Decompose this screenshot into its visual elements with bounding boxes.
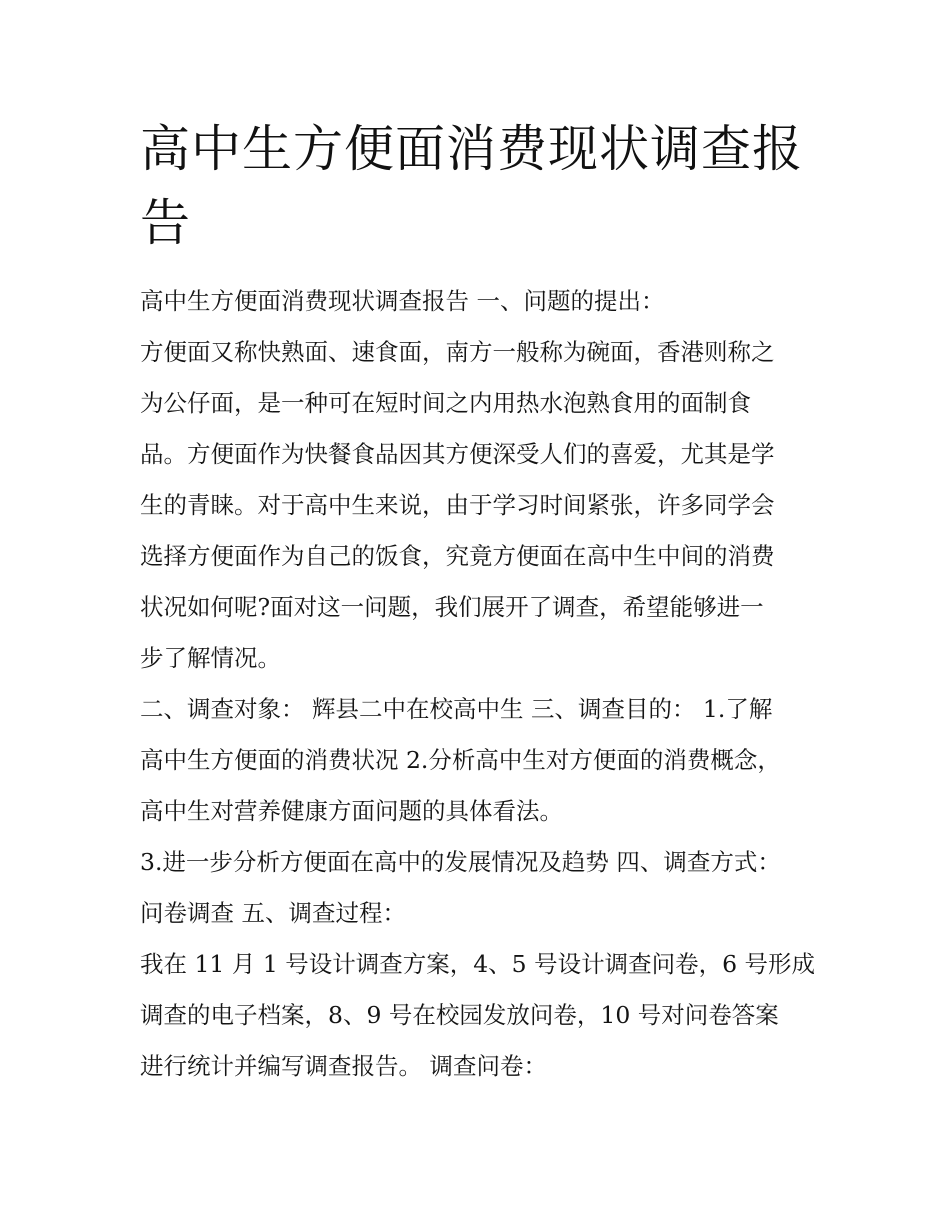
document-title: 高中生方便面消费现状调查报告	[140, 120, 803, 252]
body-line-11: 高中生对营养健康方面问题的具体看法。	[140, 797, 563, 825]
body-line-15: 调查的电子档案，8、9 号在校园发放问卷，10 号对问卷答案	[140, 1001, 779, 1029]
body-line-4: 品。方便面作为快餐食品因其方便深受人们的喜爱，尤其是学	[140, 440, 775, 468]
body-line-2: 方便面又称快熟面、速食面，南方一般称为碗面，香港则称之	[140, 338, 775, 366]
body-line-7: 状况如何呢?面对这一问题，我们展开了调查，希望能够进一	[140, 593, 764, 621]
body-line-5: 生的青睐。对于高中生来说，由于学习时间紧张，许多同学会	[140, 491, 775, 519]
body-line-12: 3.进一步分析方便面在高中的发展情况及趋势 四、调查方式：	[140, 848, 781, 876]
body-line-10: 高中生方便面的消费状况 2.分析高中生对方便面的消费概念，	[140, 746, 781, 774]
body-line-16: 进行统计并编写调查报告。 调查问卷：	[140, 1052, 547, 1080]
body-line-13: 问卷调查 五、调查过程：	[140, 899, 406, 927]
body-line-14: 我在 11 月 1 号设计调查方案，4、5 号设计调查问卷，6 号形成	[140, 950, 816, 978]
body-line-3: 为公仔面，是一种可在短时间之内用热水泡熟食用的面制食	[140, 389, 751, 417]
body-line-9: 二、调查对象： 辉县二中在校高中生 三、调查目的： 1.了解	[140, 695, 773, 723]
body-line-8: 步了解情况。	[140, 644, 281, 672]
body-line-6: 选择方便面作为自己的饭食，究竟方便面在高中生中间的消费	[140, 542, 775, 570]
body-line-1: 高中生方便面消费现状调查报告 一、问题的提出：	[140, 287, 665, 315]
